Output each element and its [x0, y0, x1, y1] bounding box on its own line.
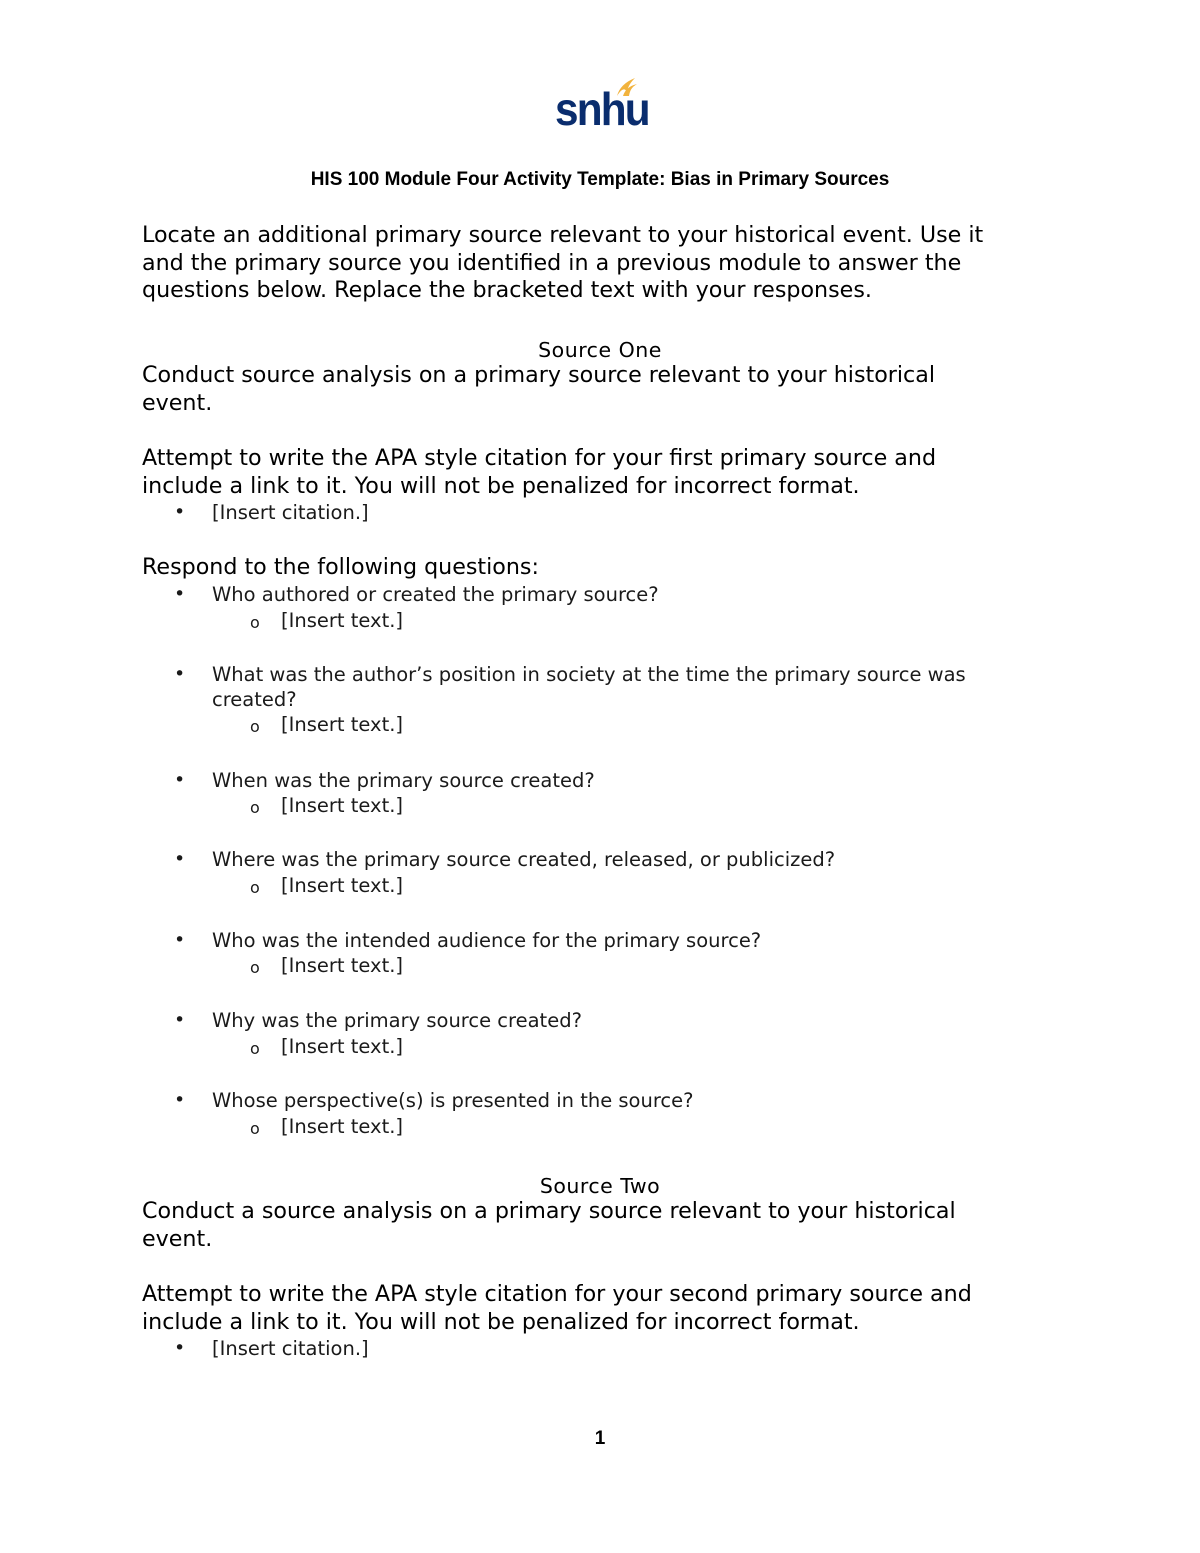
bullet-icon: • — [174, 663, 186, 685]
page-number: 1 — [594, 1428, 606, 1449]
intro-line: questions below. Replace the bracketed text with your responses. — [142, 277, 872, 303]
answer-placeholder[interactable]: [Insert text.] — [281, 713, 404, 736]
answer-placeholder[interactable]: [Insert text.] — [281, 794, 404, 817]
question-text: Whose perspective(s) is presented in the source? — [212, 1089, 694, 1112]
answer-placeholder[interactable]: [Insert text.] — [281, 954, 404, 977]
question-text: What was the author’s position in society at the time the primary source was — [212, 663, 966, 686]
snhu-logo — [555, 74, 649, 135]
intro-line: Locate an additional primary source relevant to your historical event. Use it — [142, 222, 984, 248]
citation-placeholder[interactable]: [Insert citation.] — [212, 1337, 369, 1360]
bullet-icon: • — [174, 1009, 186, 1031]
sub-bullet-icon: o — [250, 958, 260, 977]
intro-line: and the primary source you identified in a previous module to answer the — [142, 249, 962, 276]
bullet-icon: • — [174, 1089, 186, 1111]
bullet-icon: • — [174, 1337, 186, 1359]
sub-bullet-icon: o — [250, 1039, 260, 1058]
question-text: Where was the primary source created, released, or publicized? — [212, 848, 836, 871]
source-one-citation-prompt: include a link to it. You will not be penalized for incorrect format. — [142, 472, 860, 499]
question-text: Why was the primary source created? — [212, 1009, 582, 1032]
question-text: created? — [212, 688, 297, 711]
question-text: Who was the intended audience for the primary source? — [212, 929, 762, 952]
source-one-instruction: event. — [142, 389, 213, 416]
source-two-heading: Source Two — [539, 1174, 661, 1198]
sub-bullet-icon: o — [250, 1119, 260, 1138]
answer-placeholder[interactable]: [Insert text.] — [281, 1035, 404, 1058]
sub-bullet-icon: o — [250, 798, 260, 817]
logo-wordmark: snhu — [555, 83, 649, 135]
question-text: Who authored or created the primary source? — [212, 583, 659, 606]
sub-bullet-icon: o — [250, 878, 260, 897]
bullet-icon: • — [174, 848, 186, 870]
bullet-icon: • — [174, 501, 186, 523]
answer-placeholder[interactable]: [Insert text.] — [281, 609, 404, 632]
sub-bullet-icon: o — [250, 717, 260, 736]
document-title: HIS 100 Module Four Activity Template: Bias in Primary Sources — [310, 169, 890, 190]
question-text: When was the primary source created? — [212, 769, 595, 792]
sub-bullet-icon: o — [250, 613, 260, 632]
source-two-citation-prompt: Attempt to write the APA style citation for your second primary source and — [142, 1281, 972, 1307]
answer-placeholder[interactable]: [Insert text.] — [281, 1115, 404, 1138]
bullet-icon: • — [174, 769, 186, 791]
source-one-heading: Source One — [538, 338, 662, 362]
bullet-icon: • — [174, 929, 186, 951]
source-two-instruction: Conduct a source analysis on a primary source relevant to your historical — [142, 1198, 956, 1224]
source-one-instruction: Conduct source analysis on a primary source relevant to your historical — [142, 362, 936, 388]
questions-heading: Respond to the following questions: — [142, 554, 539, 580]
citation-placeholder[interactable]: [Insert citation.] — [212, 501, 369, 524]
answer-placeholder[interactable]: [Insert text.] — [281, 874, 404, 897]
source-one-citation-prompt: Attempt to write the APA style citation for your first primary source and — [142, 445, 937, 471]
bullet-icon: • — [174, 583, 186, 605]
source-two-citation-prompt: include a link to it. You will not be penalized for incorrect format. — [142, 1308, 860, 1335]
source-two-instruction: event. — [142, 1225, 213, 1252]
